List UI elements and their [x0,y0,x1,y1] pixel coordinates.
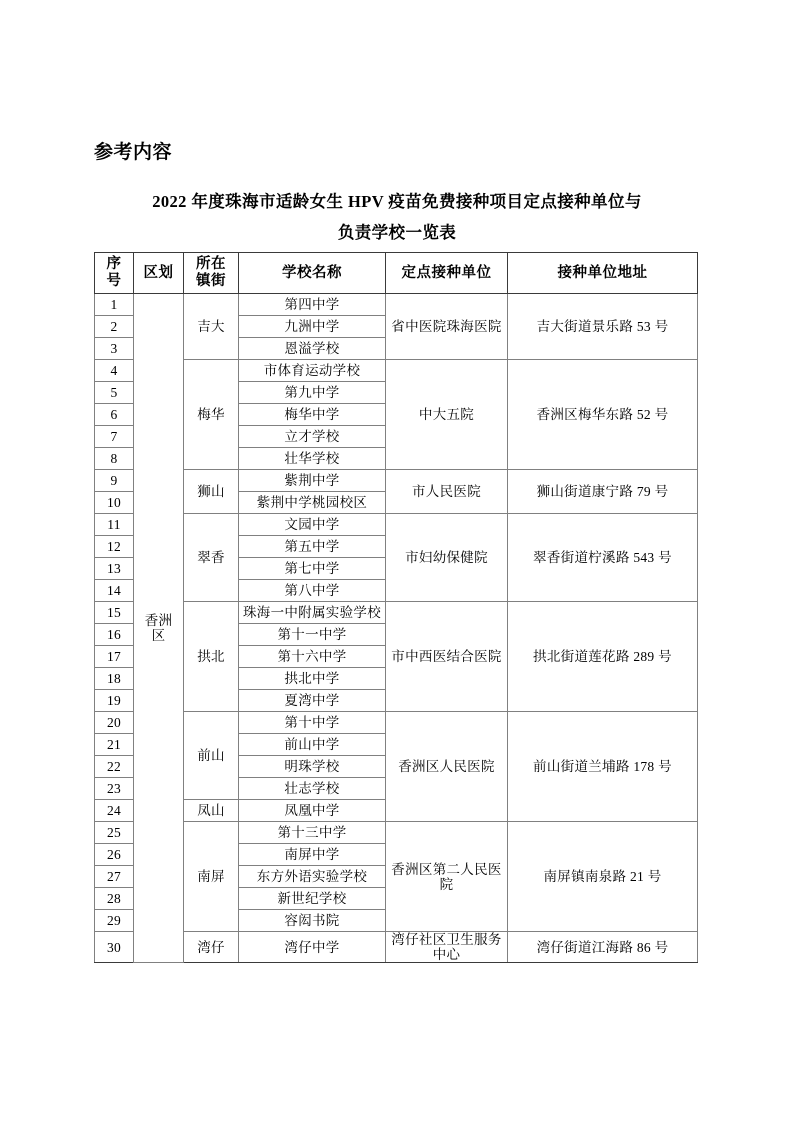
cell-school: 第十六中学 [239,646,386,668]
cell-town: 拱北 [184,602,239,712]
cell-no: 26 [95,844,134,866]
table-row [95,294,698,316]
cell-school: 南屏中学 [239,844,386,866]
table-row [95,712,698,734]
cell-school: 明珠学校 [239,756,386,778]
vaccination-sites-table [94,252,698,963]
table-row [95,470,698,492]
cell-school: 珠海一中附属实验学校 [239,602,386,624]
cell-unit: 市人民医院 [386,470,508,514]
cell-address: 拱北街道莲花路 289 号 [508,602,698,712]
cell-address: 狮山街道康宁路 79 号 [508,470,698,514]
table-row [95,602,698,624]
table-row [95,822,698,844]
cell-no: 29 [95,910,134,932]
cell-no: 25 [95,822,134,844]
cell-unit: 湾仔社区卫生服务中心 [386,932,508,963]
cell-school: 第八中学 [239,580,386,602]
cell-school: 新世纪学校 [239,888,386,910]
cell-no: 19 [95,690,134,712]
cell-address: 香洲区梅华东路 52 号 [508,360,698,470]
cell-town: 湾仔 [184,932,239,963]
cell-no: 12 [95,536,134,558]
table-title-line2: 负责学校一览表 [337,223,457,242]
cell-no: 21 [95,734,134,756]
cell-town: 梅华 [184,360,239,470]
cell-no: 8 [95,448,134,470]
header-town: 所在 镇街 [184,253,239,294]
table-title [97,186,697,248]
cell-school: 第四中学 [239,294,386,316]
cell-town: 吉大 [184,294,239,360]
cell-school: 夏湾中学 [239,690,386,712]
table-row [95,932,698,963]
table-row [95,514,698,536]
cell-no: 13 [95,558,134,580]
table-title-line1: 2022 年度珠海市适龄女生 HPV 疫苗免费接种项目定点接种单位与 [152,192,642,211]
cell-school: 拱北中学 [239,668,386,690]
cell-no: 10 [95,492,134,514]
page-heading: 参考内容 [94,142,173,163]
cell-no: 3 [95,338,134,360]
cell-town: 翠香 [184,514,239,602]
cell-town: 前山 [184,712,239,800]
cell-school: 梅华中学 [239,404,386,426]
header-no: 序 号 [95,253,134,294]
cell-school: 第五中学 [239,536,386,558]
cell-no: 28 [95,888,134,910]
cell-no: 11 [95,514,134,536]
cell-address: 前山街道兰埔路 178 号 [508,712,698,822]
table-header-row [95,253,698,294]
cell-school: 壮志学校 [239,778,386,800]
cell-school: 市体育运动学校 [239,360,386,382]
cell-no: 17 [95,646,134,668]
cell-school: 凤凰中学 [239,800,386,822]
cell-school: 前山中学 [239,734,386,756]
cell-no: 9 [95,470,134,492]
cell-address: 翠香街道柠溪路 543 号 [508,514,698,602]
cell-no: 2 [95,316,134,338]
cell-town: 狮山 [184,470,239,514]
cell-no: 6 [95,404,134,426]
cell-school: 第九中学 [239,382,386,404]
cell-school: 湾仔中学 [239,932,386,963]
header-address: 接种单位地址 [508,253,698,294]
cell-school: 壮华学校 [239,448,386,470]
table-body [95,294,698,963]
cell-school: 文园中学 [239,514,386,536]
cell-school: 第十一中学 [239,624,386,646]
cell-school: 东方外语实验学校 [239,866,386,888]
cell-school: 第十中学 [239,712,386,734]
cell-address: 湾仔街道江海路 86 号 [508,932,698,963]
cell-town: 南屏 [184,822,239,932]
header-district: 区划 [134,253,184,294]
cell-district: 香洲 区 [134,294,184,963]
cell-no: 15 [95,602,134,624]
cell-school: 立才学校 [239,426,386,448]
cell-school: 九洲中学 [239,316,386,338]
cell-unit: 中大五院 [386,360,508,470]
cell-school: 容闳书院 [239,910,386,932]
cell-address: 吉大街道景乐路 53 号 [508,294,698,360]
cell-no: 7 [95,426,134,448]
cell-no: 18 [95,668,134,690]
cell-address: 南屏镇南泉路 21 号 [508,822,698,932]
cell-unit: 省中医院珠海医院 [386,294,508,360]
cell-no: 23 [95,778,134,800]
cell-school: 紫荆中学 [239,470,386,492]
cell-no: 4 [95,360,134,382]
cell-school: 第七中学 [239,558,386,580]
cell-school: 紫荆中学桃园校区 [239,492,386,514]
cell-no: 1 [95,294,134,316]
cell-unit: 市妇幼保健院 [386,514,508,602]
cell-no: 16 [95,624,134,646]
table-row [95,360,698,382]
header-school: 学校名称 [239,253,386,294]
cell-no: 30 [95,932,134,963]
cell-school: 恩溢学校 [239,338,386,360]
cell-no: 14 [95,580,134,602]
cell-no: 22 [95,756,134,778]
cell-school: 第十三中学 [239,822,386,844]
cell-no: 27 [95,866,134,888]
cell-no: 20 [95,712,134,734]
cell-no: 5 [95,382,134,404]
cell-town: 凤山 [184,800,239,822]
cell-unit: 市中西医结合医院 [386,602,508,712]
cell-unit: 香洲区第二人民医院 [386,822,508,932]
header-unit: 定点接种单位 [386,253,508,294]
cell-unit: 香洲区人民医院 [386,712,508,822]
cell-no: 24 [95,800,134,822]
